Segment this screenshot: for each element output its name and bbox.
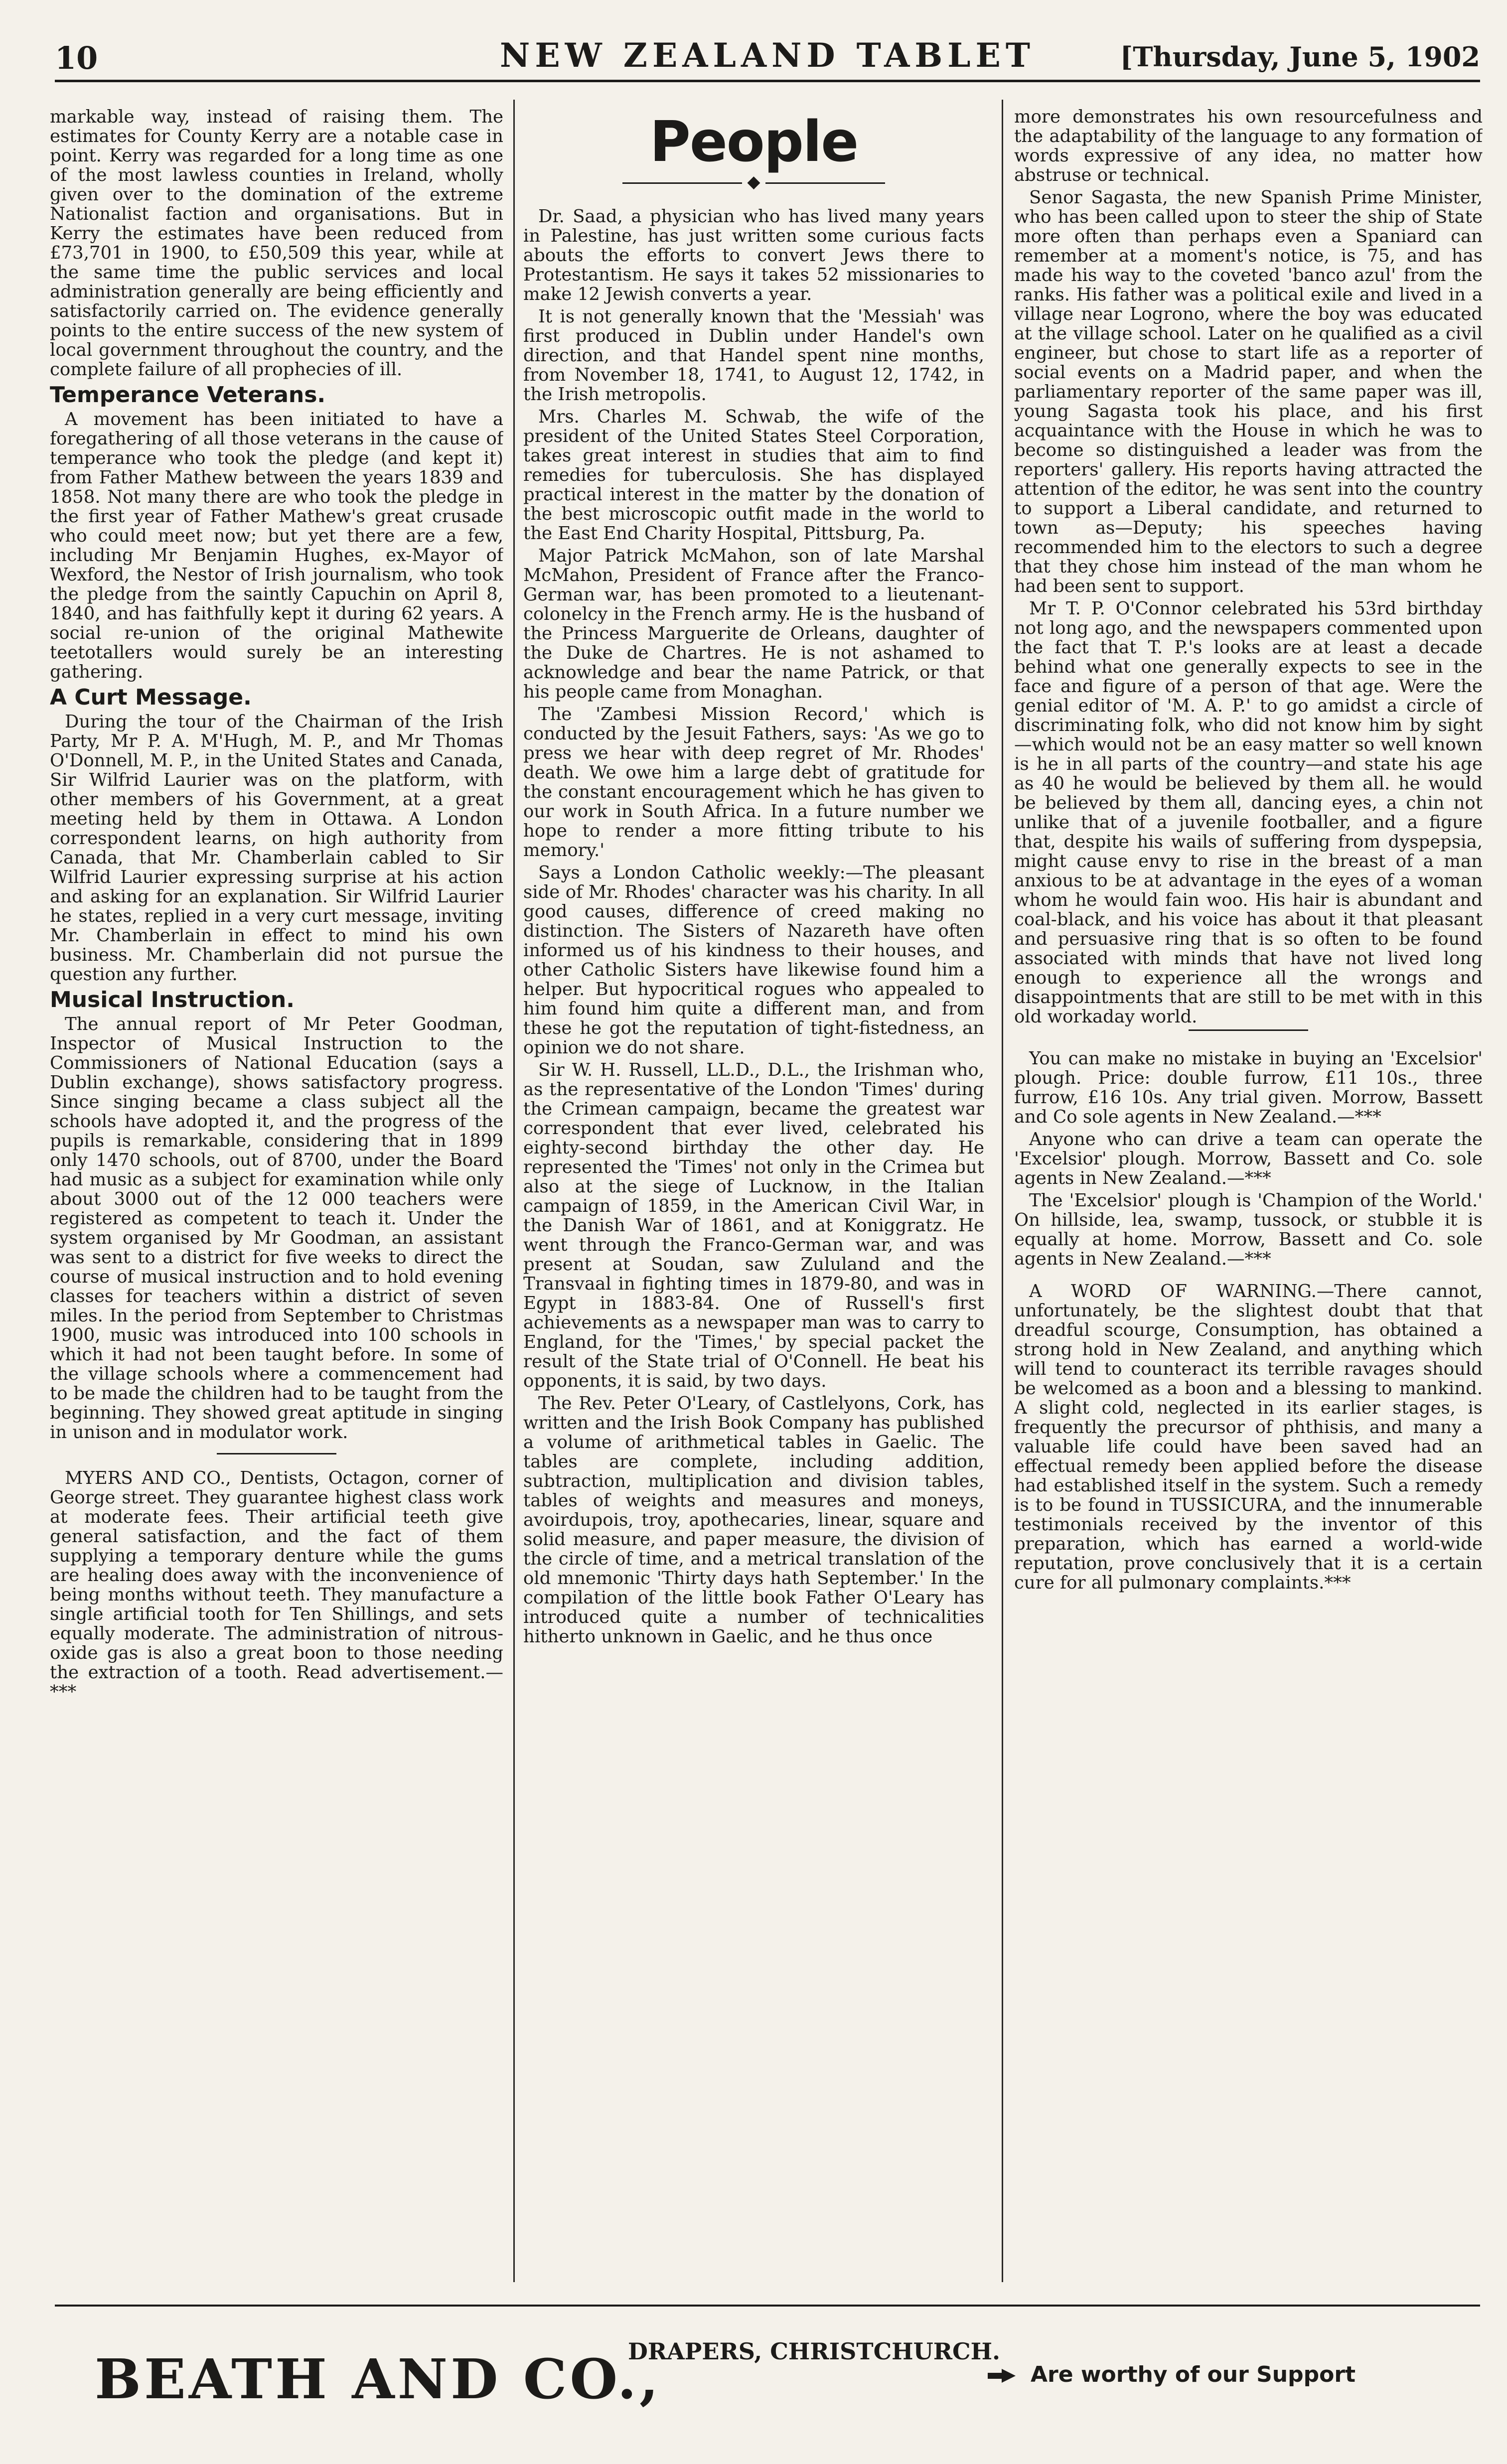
column-rule (513, 100, 515, 2282)
article-paragraph: The 'Zambesi Mission Record,' which is conducted by the Jesuit Fathers, says: 'As we go to press we hear with deep regret of Mr. Rhodes' death. We owe him a large debt of gratitude for the constant encouragement which he has given to our work in South Africa. In a future number we hope to render a more fitting tribute to his memory.' (523, 704, 984, 861)
article-paragraph: Senor Sagasta, the new Spanish Prime Minister, who has been called upon to steer the ship of State more often than perhaps even a Spaniard can remember at a moment's notice, is 75, and has made his way to the coveted 'banco azul' from the ranks. His father was a political exile and lived in a village near Logrono, where the boy was educated at the village school. Later on he qualified as a civil engineer, but chose to start life as a reporter of social events on a Madrid paper, and when the parliamentary reporter of the same paper was ill, young Sagasta took his place, and his first acquaintance with the House in which he was to become so distinguished a leader was from the reporters' gallery. His reports having attracted the attention of the editor, he was sent into the country to support a Liberal candidate, and returned to town as—Deputy; his speeches having recommended him to the electors to such a degree that they chose him instead of the man whom he had been sent to support. (1014, 187, 1483, 596)
page-header (55, 30, 1480, 82)
masthead-title: NEW ZEALAND TABLET (500, 36, 1035, 75)
article-paragraph: markable way, instead of raising them. The estimates for County Kerry are a notable case in point. Kerry was regarded for a long time as one of the most lawless counties in Ireland, wholly given over to the domination of the extreme Nationalist faction and organisations. But in Kerry the estimates have been reduced from £73,701 in 1900, to £50,509 this year, while at the same time the public services and local administration generally are being efficiently and satisfactorily carried on. The evidence generally points to the entire success of the new system of local government throughout the country, and the complete failure of all prophecies of ill. (50, 107, 503, 380)
article-paragraph: Says a London Catholic weekly:—The pleasant side of Mr. Rhodes' character was his charity. In all good causes, difference of creed making no distinction. The Sisters of Nazareth have often informed us of his kindness to their houses, and other Catholic Sisters have likewise found him a helper. But hypocritical rogues who appealed to him found him quite a different man, and from these he got the reputation of tight-fistedness, an opinion we do not share. (523, 863, 984, 1058)
article-paragraph: more demonstrates his own resourcefulness and the adaptability of the language to any formation of words expressive of any idea, no matter how abstruse or technical. (1014, 107, 1483, 185)
advertisement-paragraph: You can make no mistake in buying an 'Excelsior' plough. Price: double furrow, £11 10s., three furrow, £16 10s. Any trial given. Morrow, Bassett and Co sole agents in New Zealand.—*** (1014, 1048, 1483, 1127)
section-divider (1189, 1029, 1308, 1031)
article-paragraph: Mrs. Charles M. Schwab, the wife of the president of the United States Steel Corporation, takes great interest in studies that aim to find remedies for tuberculosis. She has displayed practical interest in the matter by the donation of the best microscopic outfit made in the world to the East End Charity Hospital, Pittsburg, Pa. (523, 407, 984, 544)
footer-drapers: DRAPERS, CHRISTCHURCH. (628, 2338, 1001, 2365)
section-heading: Musical Instruction. (50, 987, 295, 1013)
footer-rule (55, 2305, 1480, 2307)
footer-slogan-text: Are worthy of our Support (1031, 2362, 1356, 2387)
section-heading: A Curt Message. (50, 685, 252, 710)
article-paragraph: Dr. Saad, a physician who has lived many years in Palestine, has just written some curious facts abouts the efforts to convert Jews there to Protestantism. He says it takes 52 missionaries to make 12 Jewish converts a year. (523, 206, 984, 304)
article-paragraph: During the tour of the Chairman of the Irish Party, Mr P. A. M'Hugh, M. P., and Mr Thomas O'Donnell, M. P., in the United States and Canada, Sir Wilfrid Laurier was on the platform, with other members of his Government, at a great meeting held by them in Ottawa. A London correspondent learns, on high authority from Canada, that Mr. Chamberlain cabled to Sir Wilfrid Laurier expressing surprise at his action and asking for an explanation. Sir Wilfrid Laurier he states, replied in a very curt message, inviting Mr. Chamberlain in effect to mind his own business. Mr. Chamberlain did not pursue the question any further. (50, 712, 503, 985)
column-rule (1002, 100, 1003, 2282)
pointing-hand-icon (987, 2366, 1017, 2386)
column-right (1014, 107, 1483, 2290)
column-left (50, 107, 503, 2290)
section-heading: Temperance Veterans. (50, 382, 326, 408)
issue-date: [Thursday, June 5, 1902 (1120, 41, 1480, 73)
people-heading: People (649, 110, 858, 174)
advertisement-paragraph: The 'Excelsior' plough is 'Champion of the World.' On hillside, lea, swamp, tussock, or stubble it is equally at home. Morrow, Bassett and Co. sole agents in New Zealand.—*** (1014, 1190, 1483, 1269)
heading-ornament: ◆ (523, 172, 984, 192)
article-paragraph: It is not generally known that the 'Messiah' was first produced in Dublin under Handel's own direction, and that Handel spent nine months, from November 18, 1741, to August 12, 1742, in the Irish metropolis. (523, 306, 984, 405)
footer-brand: BEATH AND CO., (95, 2347, 662, 2411)
article-paragraph: Sir W. H. Russell, LL.D., D.L., the Irishman who, as the representative of the London 'Times' during the Crimean campaign, became the greatest war correspondent that ever lived, celebrated his eighty-second birthday the other day. He represented the 'Times' not only in the Crimea but also at the siege of Lucknow, in the Italian campaign of 1859, in the American Civil War, in the Danish War of 1861, and at Koniggratz. He went through the Franco-German war, and was present at Soudan, saw Zululand and the Transvaal in fighting times in 1879-80, and was in Egypt in 1883-84. One of Russell's first achievements as a newspaper man was to carry to England, for the 'Times,' by special packet the result of the State trial of O'Connell. He beat his opponents, it is said, by two days. (523, 1060, 984, 1391)
advertisement-paragraph: MYERS AND CO., Dentists, Octagon, corner of George street. They guarantee highest class work at moderate fees. Their artificial teeth give general satisfaction, and the fact of them supplying a temporary denture while the gums are healing does away with the inconvenience of being months without teeth. They manufacture a single artificial tooth for Ten Shillings, and sets equally moderate. The administration of nitrous-oxide gas is also a great boon to those needing the extraction of a tooth. Read advertisement.—*** (50, 1468, 503, 1702)
section-divider (217, 1453, 336, 1454)
article-paragraph: The Rev. Peter O'Leary, of Castlelyons, Cork, has written and the Irish Book Company has published a volume of arithmetical tables in Gaelic. The tables are complete, including addition, subtraction, multiplication and division tables, tables of weights and measures and moneys, avoirdupois, troy, apothecaries, linear, square and solid measure, and paper measure, the division of the circle of time, and a metrical translation of the old mnemonic 'Thirty days hath September.' In the compilation of the little book Father O'Leary has introduced quite a number of technicalities hitherto unknown in Gaelic, and he thus once (523, 1393, 984, 1647)
page-number: 10 (55, 40, 98, 76)
footer-advertisement (55, 2317, 1480, 2417)
advertisement-paragraph: Anyone who can drive a team can operate the 'Excelsior' plough. Morrow, Bassett and Co. sole agents in New Zealand.—*** (1014, 1129, 1483, 1188)
column-middle (523, 107, 984, 2290)
footer-slogan (987, 2362, 1356, 2387)
article-paragraph: Major Patrick McMahon, son of late Marshal McMahon, President of France after the Franco-German war, has been promoted to a lieutenant-colonelcy in the French army. He is the husband of the Princess Marguerite de Orleans, daughter of the Duke de Chartres. He is not ashamed to acknowledge and bear the name Patrick, or that his people came from Monaghan. (523, 546, 984, 702)
article-paragraph: The annual report of Mr Peter Goodman, Inspector of Musical Instruction to the Commissioners of National Education (says a Dublin exchange), shows satisfactory progress. Since singing became a class subject all the schools have adopted it, and the progress of the pupils is remarkable, considering that in 1899 only 1470 schools, out of 8700, under the Board had music as a subject for examination while only about 3000 out of the 12 000 teachers were registered as competent to teach it. Under the system organised by Mr Goodman, an assistant was sent to a district for five weeks to direct the course of musical instruction and to hold evening classes for teachers within a district of seven miles. In the period from September to Christmas 1900, music was introduced into 100 schools in which it had not been taught before. In some of the village schools where a commencement had to be made the children had to be taught from the beginning. They showed great aptitude in singing in unison and in modulator work. (50, 1014, 503, 1443)
article-paragraph: Mr T. P. O'Connor celebrated his 53rd birthday not long ago, and the newspapers commented upon the fact that T. P.'s looks are at least a decade behind what one generally expects to see in the face and figure of a person of that age. Were the genial editor of 'M. A. P.' to go amidst a circle of discriminating folk, who did not know him by sight—which would not be an easy matter so well known is he in all parts of the country—and state his age as 40 he would be believed by them all. he would be believed by them all, dancing eyes, a chin not unlike that of a juvenile footballer, and a figure that, despite his wails of suffering from dyspepsia, might cause envy to rise in the breast of a man anxious to be at advantage in the eyes of a woman whom he would fain woo. His hair is abundant and coal-black, and his voice has about it that pleasant and persuasive ring that is so often to be found associated with minds that have not lived long enough to experience all the wrongs and disappointments that are still to be met with in this old workaday world. (1014, 598, 1483, 1027)
advertisement-paragraph: A WORD OF WARNING.—There cannot, unfortunately, be the slightest doubt that that dreadful scourge, Consumption, has obtained a strong hold in New Zealand, and anything which will tend to counteract its terrible ravages should be welcomed as a boon and a blessing to mankind. A slight cold, neglected in its earlier stages, is frequently the precursor of phthisis, and many a valuable life could have been saved had an effectual remedy been applied before the disease had established itself in the system. Such a remedy is to be found in TUSSICURA, and the innumerable testimonials received by the inventor of this preparation, which has earned a world-wide reputation, prove conclusively that it is a certain cure for all pulmonary complaints.*** (1014, 1281, 1483, 1593)
article-paragraph: A movement has been initiated to have a foregathering of all those veterans in the cause of temperance who took the pledge (and kept it) from Father Mathew between the years 1839 and 1858. Not many there are who took the pledge in the first year of Father Mathew's great crusade who could meet now; but yet there are a few, including Mr Benjamin Hughes, ex-Mayor of Wexford, the Nestor of Irish journalism, who took the pledge from the saintly Capuchin on April 8, 1840, and has faithfully kept it during 62 years. A social re-union of the original Mathewite teetotallers would surely be an interesting gathering. (50, 409, 503, 682)
